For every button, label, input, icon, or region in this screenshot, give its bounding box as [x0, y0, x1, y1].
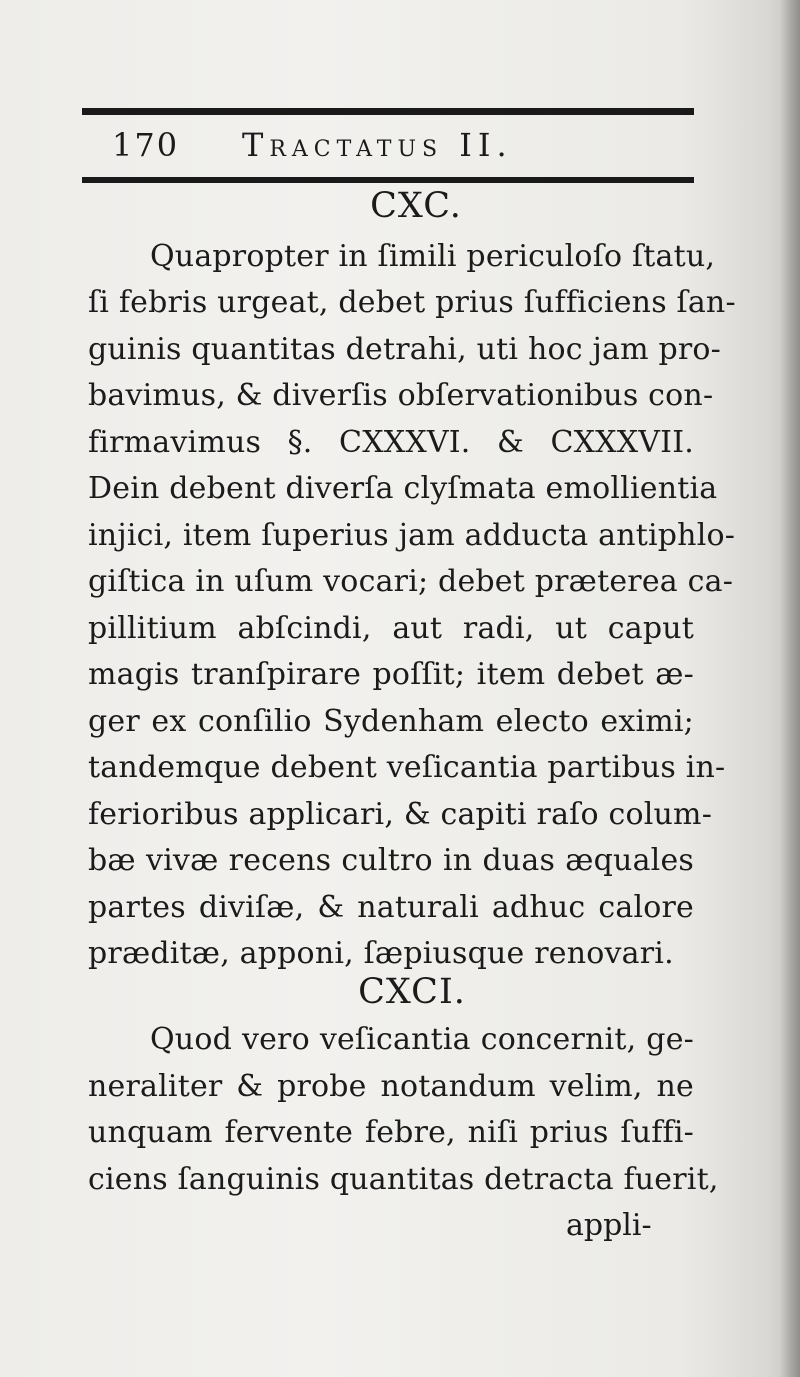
running-title: Tractatus II. [242, 126, 513, 164]
text-line: ſi febris urgeat, debet prius ſufficiens ſan- [88, 285, 736, 320]
text-line: guinis quantitas detrahi, uti hoc jam pro- [88, 332, 721, 367]
text-line: giſtica in uſum vocari; debet præterea ca- [88, 564, 734, 599]
text-line: præditæ, apponi, ſæpiusque renovari. [88, 936, 674, 971]
header-rule-bottom [82, 177, 694, 183]
running-header [82, 122, 694, 170]
text-line: bæ vivæ recens cultro in duas æquales [88, 843, 694, 878]
catchword: appli- [566, 1208, 652, 1243]
text-line: partes diviſæ, & naturali adhuc calore [88, 890, 694, 925]
text-line: ferioribus applicari, & capiti raſo colum- [88, 797, 713, 832]
text-line: firmavimus §. CXXXVI. & CXXXVII. [88, 425, 694, 460]
text-line: unquam fervente febre, niſi prius ſuffi- [88, 1115, 694, 1150]
section-heading: CXC. [370, 186, 462, 226]
text-line: tandemque debent veſicantia partibus in- [88, 750, 726, 785]
text-line: ciens ſanguinis quantitas detracta fuerit, [88, 1162, 719, 1197]
text-line: Quod vero veſicantia concernit, ge- [150, 1022, 694, 1057]
text-line: magis tranſpirare poſſit; item debet æ- [88, 657, 694, 692]
text-line: pillitium abſcindi, aut radi, ut caput [88, 611, 694, 646]
text-line: bavimus, & diverſis obſervationibus con- [88, 378, 714, 413]
text-line: Dein debent diverſa clyſmata emollientia [88, 471, 718, 506]
text-line: injici, item ſuperius jam adducta antiphlo- [88, 518, 736, 553]
section-heading: CXCI. [358, 972, 466, 1012]
text-line: neraliter & probe notandum velim, ne [88, 1069, 694, 1104]
page-number: 170 [112, 126, 180, 164]
text-line: ger ex conſilio Sydenham electo eximi; [88, 704, 694, 739]
header-rule-top [82, 108, 694, 115]
text-line: Quapropter in ſimili periculoſo ſtatu, [150, 239, 716, 274]
